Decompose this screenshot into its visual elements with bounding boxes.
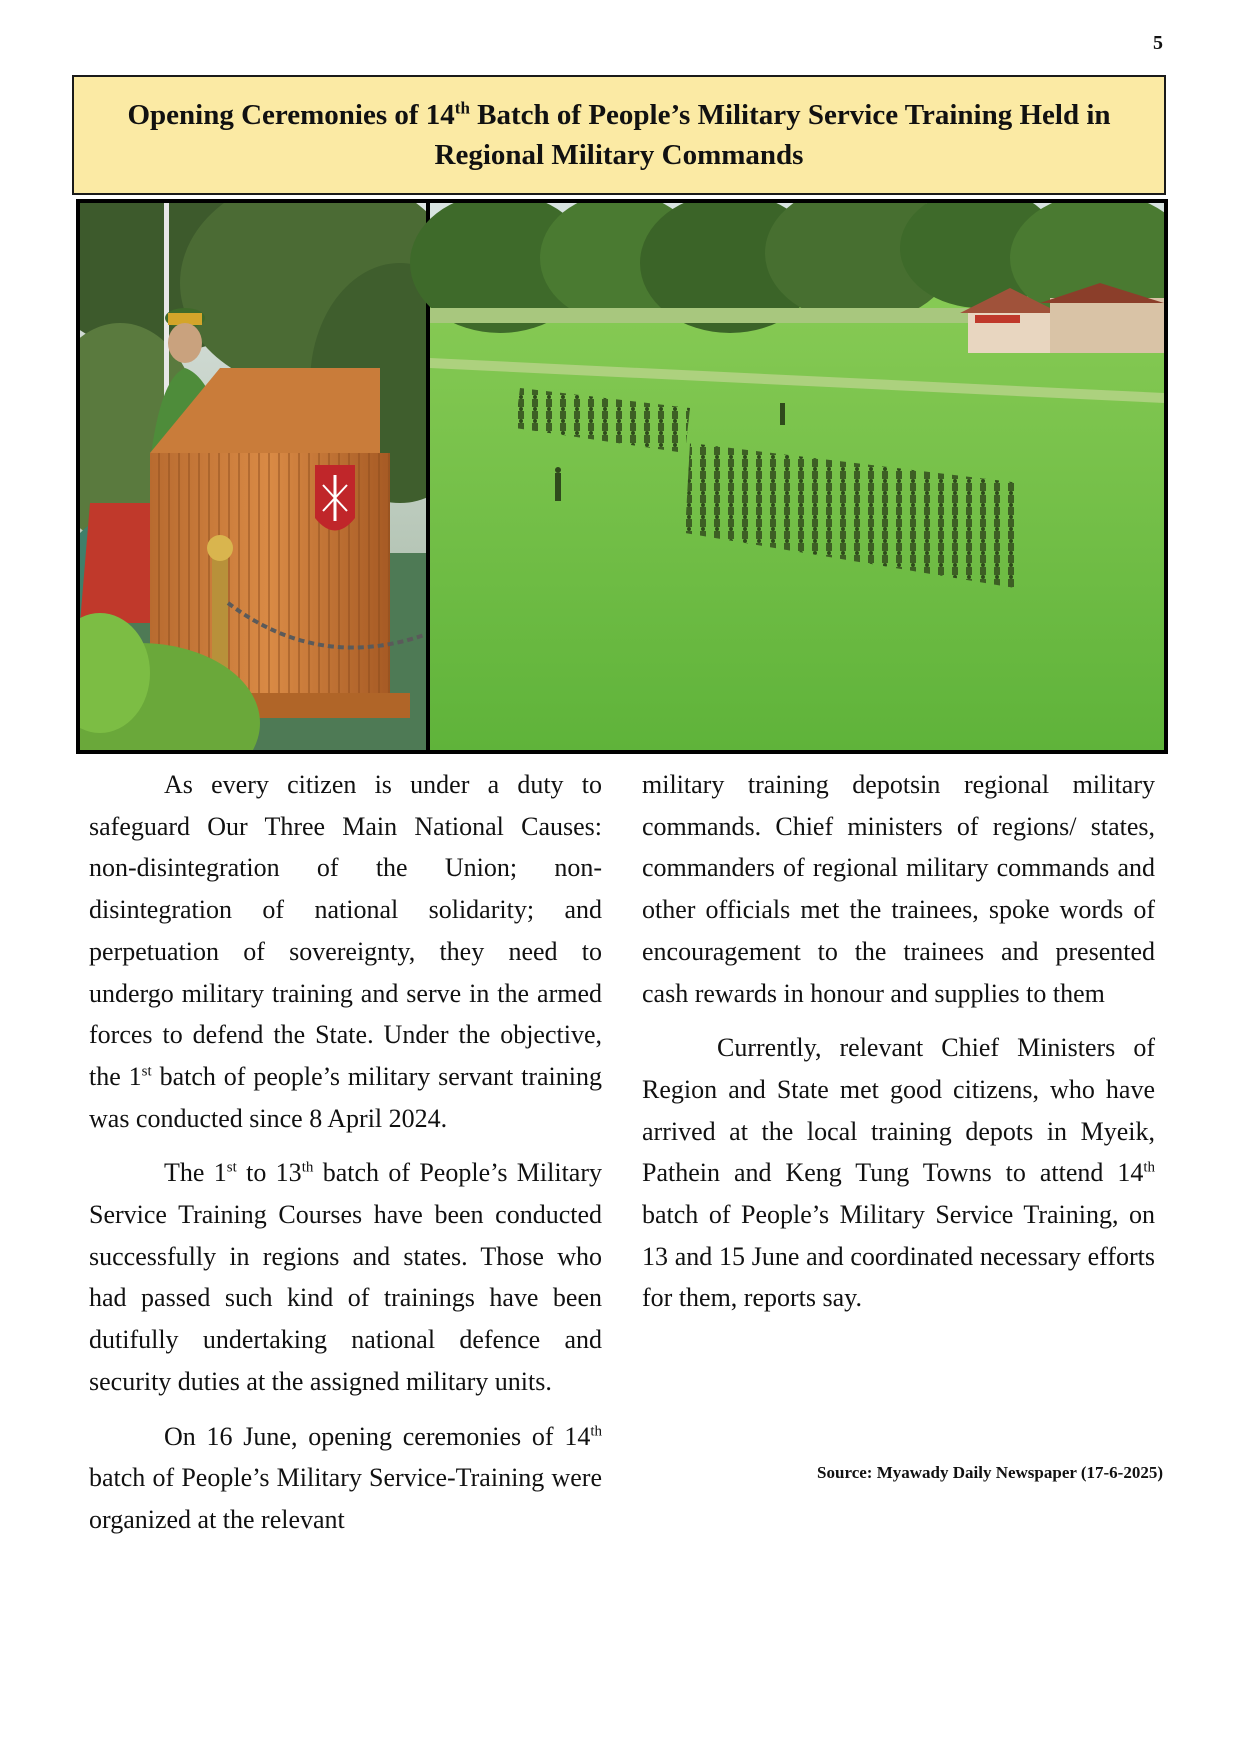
source-credit: Source: Myawady Daily Newspaper (17-6-2025) xyxy=(817,1463,1163,1482)
paragraph: On 16 June, opening ceremonies of 14th batch of People’s Military Service-Training were organized at the relevant xyxy=(89,1421,602,1534)
page-number: 5 xyxy=(1153,32,1163,54)
article-right-column xyxy=(642,764,1155,1332)
title-banner xyxy=(72,75,1166,195)
photo-parade-ground xyxy=(410,203,1164,750)
photo-collage xyxy=(76,199,1168,754)
paragraph: military training depotsin regional military commands. Chief ministers of regions/ states, commanders of regional military commands and other officials met the trainees, spoke words of encouragement to the trainees and presented cash rewards in honour and supplies to them xyxy=(642,770,1155,1008)
page-title: Opening Ceremonies of 14th Batch of People’s Military Service Training Held in Regional Military Commands xyxy=(127,98,1111,171)
paragraph: Currently, relevant Chief Ministers of Region and State met good citizens, who have arrived at the local training depots in Myeik, Pathein and Keng Tung Towns to attend 14th batch of People’s Military Service Training, on 13 and 15 June and coordinated necessary efforts for them, reports say. xyxy=(642,1033,1155,1313)
article-left-column xyxy=(89,764,602,1554)
paragraph: The 1st to 13th batch of People’s Military Service Training Courses have been conducted successfully in regions and states. Those who had passed such kind of trainings have been dutifully undertaking national defence and security duties at the assigned military units. xyxy=(89,1158,602,1396)
paragraph: As every citizen is under a duty to safeguard Our Three Main National Causes: non-disintegration of the Union; non-disintegration of national solidarity; and perpetuation of sovereignty, they need to undergo military training and serve in the armed forces to defend the State. Under the objective, the 1st batch of people’s military servant training was conducted since 8 April 2024. xyxy=(89,770,602,1133)
